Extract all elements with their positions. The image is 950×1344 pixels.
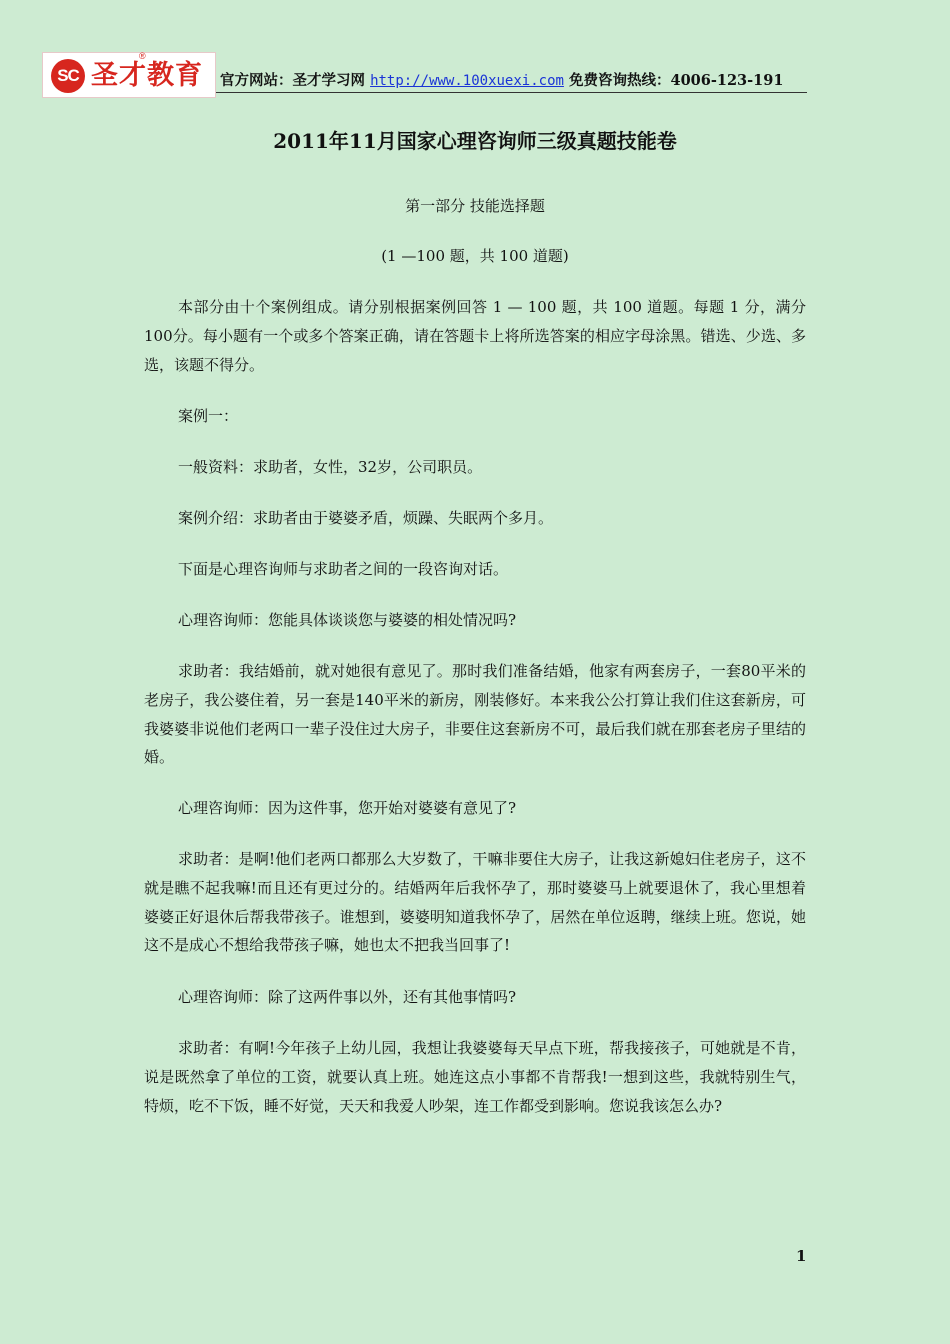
dialogue-line: 求助者：是啊!他们老两口都那么大岁数了，干嘛非要住大房子，让我这新媳妇住老房子，这不就是瞧不起我嘛!而且还有更过分的。结婚两年后我怀孕了，那时婆婆马上就要退休了，我心里想着婆婆正好退休后帮我带孩子。谁想到，婆婆明知道我怀孕了，居然在单位返聘，继续上班。您说，她这不是成心不想给我带孩子嘛，她也太不把我当回事了! [144, 850, 806, 955]
instructions-paragraph: 本部分由十个案例组成。请分别根据案例回答 1 — 100 题，共 100 道题。每题 1 分，满分 100分。每小题有一个或多个答案正确，请在答题卡上将所选答案的相应字母涂黑。错选、少选、多选，该题不得分。 [144, 298, 806, 374]
logo-text: 圣才教育 [91, 60, 203, 91]
registered-mark: ® [139, 51, 146, 61]
dialogue-line: 求助者：有啊!今年孩子上幼儿园，我想让我婆婆每天早点下班，帮我接孩子，可她就是不肯，说是既然拿了单位的工资，就要认真上班。她连这点小事都不肯帮我!一想到这些，我就特别生气，特烦，吃不下饭，睡不好觉，天天和我爱人吵架，连工作都受到影响。您说我该怎么办? [144, 1039, 806, 1115]
hotline-label: 免费咨询热线：4006-123-191 [569, 72, 784, 89]
page-header [42, 52, 807, 98]
dialogue-line: 心理咨询师：您能具体谈谈您与婆婆的相处情况吗? [178, 611, 517, 629]
case-heading: 案例一： [178, 407, 239, 425]
brand-logo[interactable] [42, 52, 216, 98]
dialogue-intro-paragraph: 下面是心理咨询师与求助者之间的一段咨询对话。 [178, 560, 509, 578]
logo-mark: SC [51, 59, 85, 93]
case-intro-paragraph: 案例介绍：求助者由于婆婆矛盾，烦躁、失眠两个多月。 [178, 509, 554, 527]
dialogue-line: 心理咨询师：因为这件事，您开始对婆婆有意见了? [178, 799, 517, 817]
dialogue-line: 心理咨询师：除了这两件事以外，还有其他事情吗? [178, 988, 517, 1006]
header-info [220, 71, 783, 91]
site-label: 官方网站：圣才学习网 [220, 72, 365, 89]
header-divider [216, 92, 807, 93]
page-number: 1 [796, 1247, 807, 1265]
dialogue-line: 求助者：我结婚前，就对她很有意见了。那时我们准备结婚，他家有两套房子，一套80平米的老房子，我公婆住着，另一套是140平米的新房，刚装修好。本来我公公打算让我们住这套新房，可我婆婆非说他们老两口一辈子没住过大房子，非要住这套新房不可，最后我们就在那套老房子里结的婚。 [144, 662, 806, 767]
section-title: 第一部分 技能选择题 [405, 197, 545, 215]
general-info-paragraph: 一般资料：求助者，女性，32岁，公司职员。 [178, 458, 483, 476]
document-title: 2011年11月国家心理咨询师三级真题技能卷 [273, 129, 677, 153]
website-link[interactable]: http://www.100xuexi.com [370, 73, 564, 89]
section-range: (1 —100 题，共 100 道题) [381, 247, 569, 265]
